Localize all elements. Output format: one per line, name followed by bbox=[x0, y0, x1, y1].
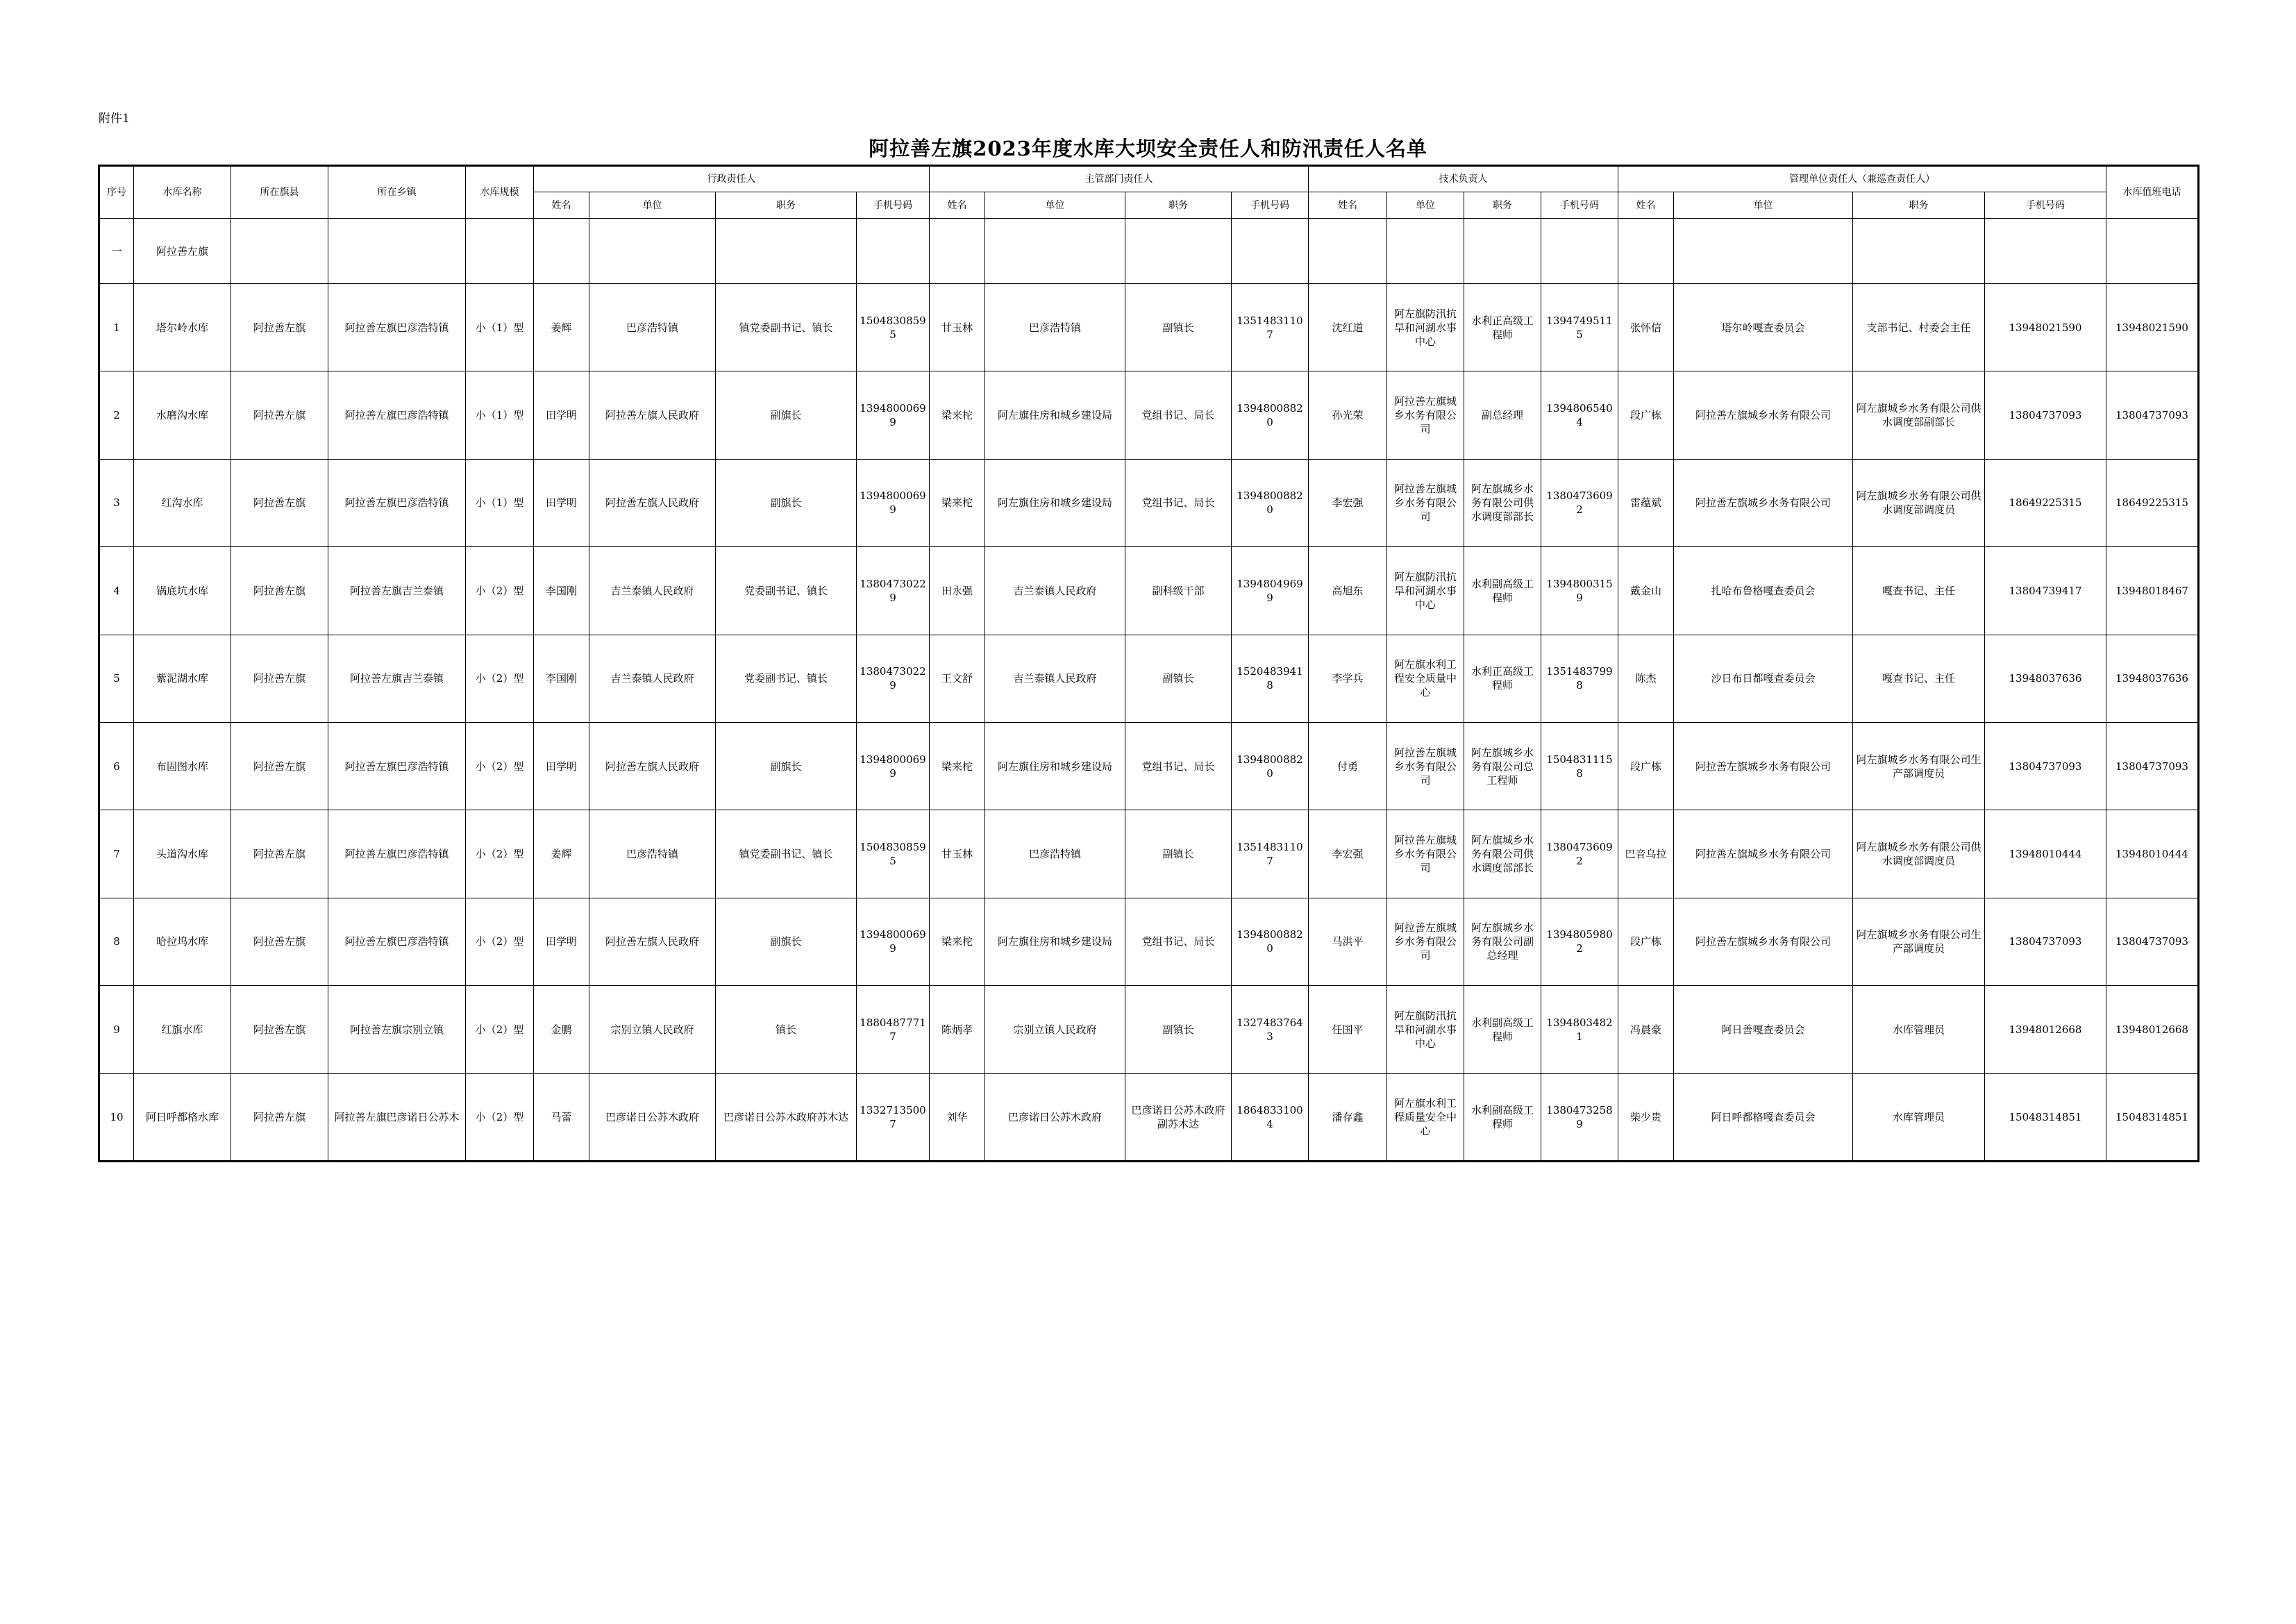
reservoir-seq: 7 bbox=[99, 810, 134, 898]
group-empty-cell bbox=[1674, 219, 1853, 284]
mgmt-unit: 阿拉善左旗城乡水务有限公司 bbox=[1674, 810, 1853, 898]
header-mgmt-phone: 手机号码 bbox=[1985, 192, 2106, 219]
county: 阿拉善左旗 bbox=[231, 284, 328, 371]
dept-phone: 18648331004 bbox=[1232, 1073, 1309, 1161]
admin-unit: 阿拉善左旗人民政府 bbox=[589, 898, 716, 985]
county: 阿拉善左旗 bbox=[231, 810, 328, 898]
admin-person: 马蕾 bbox=[534, 1073, 589, 1161]
header-mgmt-person: 姓名 bbox=[1618, 192, 1674, 219]
tech-person: 付勇 bbox=[1309, 722, 1387, 810]
mgmt-unit: 阿拉善左旗城乡水务有限公司 bbox=[1674, 371, 1853, 459]
dept-phone: 13514831107 bbox=[1232, 284, 1309, 371]
table-row bbox=[99, 810, 2199, 898]
group-row bbox=[99, 219, 2199, 284]
dept-phone: 13948008820 bbox=[1232, 722, 1309, 810]
header-duty-phone: 水库值班电话 bbox=[2106, 166, 2199, 219]
dept-person: 梁来柁 bbox=[930, 722, 985, 810]
group-empty-cell bbox=[1309, 219, 1387, 284]
reservoir-seq: 1 bbox=[99, 284, 134, 371]
dept-position: 副镇长 bbox=[1125, 284, 1232, 371]
scale: 小（2）型 bbox=[466, 810, 534, 898]
dept-position: 副镇长 bbox=[1125, 986, 1232, 1073]
town: 阿拉善左旗吉兰泰镇 bbox=[328, 635, 466, 722]
group-empty-cell bbox=[1541, 219, 1618, 284]
group-seq: 一 bbox=[99, 219, 134, 284]
header-tech-group: 技术负责人 bbox=[1309, 166, 1618, 192]
group-empty-cell bbox=[2106, 219, 2199, 284]
scale: 小（2）型 bbox=[466, 986, 534, 1073]
tech-unit: 阿左旗防汛抗旱和河湖水事中心 bbox=[1387, 547, 1464, 635]
table-row bbox=[99, 371, 2199, 459]
mgmt-phone: 13948012668 bbox=[1985, 986, 2106, 1073]
mgmt-position: 支部书记、村委会主任 bbox=[1853, 284, 1985, 371]
group-empty-cell bbox=[1618, 219, 1674, 284]
dept-person: 梁来柁 bbox=[930, 459, 985, 546]
tech-person: 李宏强 bbox=[1309, 810, 1387, 898]
dept-unit: 吉兰泰镇人民政府 bbox=[985, 547, 1125, 635]
mgmt-person: 雷蕴斌 bbox=[1618, 459, 1674, 546]
header-dept-group: 主管部门责任人 bbox=[930, 166, 1309, 192]
reservoir-seq: 4 bbox=[99, 547, 134, 635]
tech-position: 阿左旗城乡水务有限公司供水调度部部长 bbox=[1464, 459, 1541, 546]
header-tech-phone: 手机号码 bbox=[1541, 192, 1618, 219]
scale: 小（2）型 bbox=[466, 898, 534, 985]
header-admin-phone: 手机号码 bbox=[857, 192, 930, 219]
dept-position: 副科级干部 bbox=[1125, 547, 1232, 635]
group-name: 阿拉善左旗 bbox=[134, 219, 231, 284]
header-dept-unit: 单位 bbox=[985, 192, 1125, 219]
dept-person: 甘玉林 bbox=[930, 810, 985, 898]
tech-person: 孙光荣 bbox=[1309, 371, 1387, 459]
header-admin-group: 行政责任人 bbox=[534, 166, 930, 192]
mgmt-unit: 阿拉善左旗城乡水务有限公司 bbox=[1674, 722, 1853, 810]
county: 阿拉善左旗 bbox=[231, 722, 328, 810]
county: 阿拉善左旗 bbox=[231, 371, 328, 459]
tech-position: 阿左旗城乡水务有限公司副总经理 bbox=[1464, 898, 1541, 985]
admin-unit: 巴彦浩特镇 bbox=[589, 810, 716, 898]
county: 阿拉善左旗 bbox=[231, 635, 328, 722]
admin-unit: 巴彦诺日公苏木政府 bbox=[589, 1073, 716, 1161]
group-empty-cell bbox=[231, 219, 328, 284]
table-row bbox=[99, 898, 2199, 985]
dept-position: 党组书记、局长 bbox=[1125, 898, 1232, 985]
dept-position: 党组书记、局长 bbox=[1125, 459, 1232, 546]
group-empty-cell bbox=[1125, 219, 1232, 284]
dept-position: 副镇长 bbox=[1125, 635, 1232, 722]
mgmt-position: 嘎查书记、主任 bbox=[1853, 547, 1985, 635]
tech-phone: 13948065404 bbox=[1541, 371, 1618, 459]
tech-unit: 阿拉善左旗城乡水务有限公司 bbox=[1387, 898, 1464, 985]
dept-unit: 巴彦浩特镇 bbox=[985, 810, 1125, 898]
duty-phone: 13948021590 bbox=[2106, 284, 2199, 371]
mgmt-position: 阿左旗城乡水务有限公司生产部调度员 bbox=[1853, 898, 1985, 985]
mgmt-person: 陈杰 bbox=[1618, 635, 1674, 722]
admin-person: 田学明 bbox=[534, 459, 589, 546]
tech-position: 水利正高级工程师 bbox=[1464, 284, 1541, 371]
mgmt-position: 水库管理员 bbox=[1853, 986, 1985, 1073]
mgmt-phone: 13804737093 bbox=[1985, 371, 2106, 459]
mgmt-unit: 阿日呼都格嘎查委员会 bbox=[1674, 1073, 1853, 1161]
admin-unit: 阿拉善左旗人民政府 bbox=[589, 722, 716, 810]
admin-person: 李国刚 bbox=[534, 635, 589, 722]
dept-position: 党组书记、局长 bbox=[1125, 722, 1232, 810]
mgmt-unit: 阿拉善左旗城乡水务有限公司 bbox=[1674, 459, 1853, 546]
reservoir-seq: 2 bbox=[99, 371, 134, 459]
mgmt-person: 段广栋 bbox=[1618, 371, 1674, 459]
tech-person: 李宏强 bbox=[1309, 459, 1387, 546]
reservoir-name: 锅底坑水库 bbox=[134, 547, 231, 635]
page-title: 阿拉善左旗2023年度水库大坝安全责任人和防汛责任人名单 bbox=[869, 137, 1427, 160]
admin-person: 田学明 bbox=[534, 371, 589, 459]
admin-position: 副旗长 bbox=[716, 459, 857, 546]
mgmt-person: 巴音乌拉 bbox=[1618, 810, 1674, 898]
mgmt-unit: 阿拉善左旗城乡水务有限公司 bbox=[1674, 898, 1853, 985]
reservoir-seq: 8 bbox=[99, 898, 134, 985]
duty-phone: 13804737093 bbox=[2106, 371, 2199, 459]
table-row bbox=[99, 284, 2199, 371]
duty-phone: 15048314851 bbox=[2106, 1073, 2199, 1161]
admin-phone: 13804730229 bbox=[857, 635, 930, 722]
group-empty-cell bbox=[466, 219, 534, 284]
dept-unit: 吉兰泰镇人民政府 bbox=[985, 635, 1125, 722]
mgmt-position: 嘎查书记、主任 bbox=[1853, 635, 1985, 722]
group-empty-cell bbox=[1985, 219, 2106, 284]
reservoir-seq: 9 bbox=[99, 986, 134, 1073]
group-empty-cell bbox=[534, 219, 589, 284]
admin-phone: 13948000699 bbox=[857, 898, 930, 985]
scale: 小（2）型 bbox=[466, 547, 534, 635]
mgmt-phone: 13804737093 bbox=[1985, 898, 2106, 985]
reservoir-seq: 10 bbox=[99, 1073, 134, 1161]
mgmt-person: 段广栋 bbox=[1618, 898, 1674, 985]
header-mgmt-unit: 单位 bbox=[1674, 192, 1853, 219]
mgmt-person: 柴少贵 bbox=[1618, 1073, 1674, 1161]
dept-person: 梁来柁 bbox=[930, 371, 985, 459]
admin-phone: 13327135007 bbox=[857, 1073, 930, 1161]
tech-unit: 阿拉善左旗城乡水务有限公司 bbox=[1387, 810, 1464, 898]
reservoir-name: 紫泥湖水库 bbox=[134, 635, 231, 722]
tech-unit: 阿左旗水利工程质量安全中心 bbox=[1387, 1073, 1464, 1161]
mgmt-position: 水库管理员 bbox=[1853, 1073, 1985, 1161]
admin-phone: 15048308595 bbox=[857, 810, 930, 898]
table-row bbox=[99, 722, 2199, 810]
reservoir-name: 红沟水库 bbox=[134, 459, 231, 546]
tech-position: 副总经理 bbox=[1464, 371, 1541, 459]
annex-label: 附件1 bbox=[99, 112, 130, 126]
table-row bbox=[99, 1073, 2199, 1161]
admin-person: 金鹏 bbox=[534, 986, 589, 1073]
mgmt-unit: 沙日布日都嘎查委员会 bbox=[1674, 635, 1853, 722]
reservoir-seq: 3 bbox=[99, 459, 134, 546]
scale: 小（1）型 bbox=[466, 459, 534, 546]
dept-person: 王文舒 bbox=[930, 635, 985, 722]
admin-unit: 巴彦浩特镇 bbox=[589, 284, 716, 371]
table-row bbox=[99, 986, 2199, 1073]
duty-phone: 13948018467 bbox=[2106, 547, 2199, 635]
tech-unit: 阿拉善左旗城乡水务有限公司 bbox=[1387, 459, 1464, 546]
town: 阿拉善左旗巴彦浩特镇 bbox=[328, 371, 466, 459]
tech-phone: 13514837998 bbox=[1541, 635, 1618, 722]
table-row bbox=[99, 547, 2199, 635]
scale: 小（2）型 bbox=[466, 635, 534, 722]
duty-phone: 18649225315 bbox=[2106, 459, 2199, 546]
dept-unit: 阿左旗住房和城乡建设局 bbox=[985, 898, 1125, 985]
reservoir-name: 塔尔岭水库 bbox=[134, 284, 231, 371]
tech-position: 水利副高级工程师 bbox=[1464, 1073, 1541, 1161]
town: 阿拉善左旗宗别立镇 bbox=[328, 986, 466, 1073]
dept-unit: 阿左旗住房和城乡建设局 bbox=[985, 722, 1125, 810]
dept-phone: 13948008820 bbox=[1232, 459, 1309, 546]
header-dept-position: 职务 bbox=[1125, 192, 1232, 219]
reservoir-name: 头道沟水库 bbox=[134, 810, 231, 898]
admin-person: 田学明 bbox=[534, 898, 589, 985]
dept-unit: 巴彦诺日公苏木政府 bbox=[985, 1073, 1125, 1161]
mgmt-person: 戴金山 bbox=[1618, 547, 1674, 635]
admin-position: 副旗长 bbox=[716, 371, 857, 459]
scale: 小（1）型 bbox=[466, 371, 534, 459]
admin-person: 李国刚 bbox=[534, 547, 589, 635]
dept-phone: 15204839418 bbox=[1232, 635, 1309, 722]
dept-person: 田永强 bbox=[930, 547, 985, 635]
dept-person: 刘华 bbox=[930, 1073, 985, 1161]
group-empty-cell bbox=[857, 219, 930, 284]
table-row bbox=[99, 459, 2199, 546]
tech-unit: 阿左旗防汛抗旱和河湖水事中心 bbox=[1387, 986, 1464, 1073]
mgmt-person: 张怀信 bbox=[1618, 284, 1674, 371]
admin-person: 姜辉 bbox=[534, 810, 589, 898]
mgmt-phone: 13804737093 bbox=[1985, 722, 2106, 810]
reservoir-name: 水磨沟水库 bbox=[134, 371, 231, 459]
admin-position: 副旗长 bbox=[716, 722, 857, 810]
duty-phone: 13948010444 bbox=[2106, 810, 2199, 898]
admin-position: 党委副书记、镇长 bbox=[716, 635, 857, 722]
mgmt-phone: 18649225315 bbox=[1985, 459, 2106, 546]
dept-unit: 阿左旗住房和城乡建设局 bbox=[985, 459, 1125, 546]
admin-person: 田学明 bbox=[534, 722, 589, 810]
admin-position: 镇长 bbox=[716, 986, 857, 1073]
tech-unit: 阿左旗水利工程安全质量中心 bbox=[1387, 635, 1464, 722]
tech-person: 高旭东 bbox=[1309, 547, 1387, 635]
group-empty-cell bbox=[589, 219, 716, 284]
mgmt-person: 冯晨豪 bbox=[1618, 986, 1674, 1073]
town: 阿拉善左旗巴彦诺日公苏木 bbox=[328, 1073, 466, 1161]
scale: 小（1）型 bbox=[466, 284, 534, 371]
admin-phone: 18804877717 bbox=[857, 986, 930, 1073]
tech-person: 潘存鑫 bbox=[1309, 1073, 1387, 1161]
tech-phone: 13948003159 bbox=[1541, 547, 1618, 635]
header-admin-person: 姓名 bbox=[534, 192, 589, 219]
county: 阿拉善左旗 bbox=[231, 459, 328, 546]
admin-phone: 13948000699 bbox=[857, 371, 930, 459]
group-empty-cell bbox=[328, 219, 466, 284]
mgmt-phone: 15048314851 bbox=[1985, 1073, 2106, 1161]
dept-phone: 13948008820 bbox=[1232, 898, 1309, 985]
reservoir-name: 阿日呼都格水库 bbox=[134, 1073, 231, 1161]
mgmt-unit: 扎哈布鲁格嘎查委员会 bbox=[1674, 547, 1853, 635]
county: 阿拉善左旗 bbox=[231, 547, 328, 635]
dept-position: 党组书记、局长 bbox=[1125, 371, 1232, 459]
header-scale: 水库规模 bbox=[466, 166, 534, 219]
duty-phone: 13804737093 bbox=[2106, 722, 2199, 810]
dept-unit: 宗别立镇人民政府 bbox=[985, 986, 1125, 1073]
header-admin-unit: 单位 bbox=[589, 192, 716, 219]
group-empty-cell bbox=[1387, 219, 1464, 284]
reservoir-name: 红旗水库 bbox=[134, 986, 231, 1073]
tech-person: 沈红道 bbox=[1309, 284, 1387, 371]
group-empty-cell bbox=[1853, 219, 1985, 284]
header-dept-person: 姓名 bbox=[930, 192, 985, 219]
admin-phone: 13948000699 bbox=[857, 722, 930, 810]
admin-phone: 15048308595 bbox=[857, 284, 930, 371]
dept-person: 陈炳孝 bbox=[930, 986, 985, 1073]
dept-position: 副镇长 bbox=[1125, 810, 1232, 898]
header-tech-person: 姓名 bbox=[1309, 192, 1387, 219]
county: 阿拉善左旗 bbox=[231, 898, 328, 985]
admin-position: 党委副书记、镇长 bbox=[716, 547, 857, 635]
tech-person: 马洪平 bbox=[1309, 898, 1387, 985]
header-mgmt-group: 管理单位责任人（兼巡查责任人） bbox=[1618, 166, 2106, 192]
mgmt-position: 阿左旗城乡水务有限公司生产部调度员 bbox=[1853, 722, 1985, 810]
header-seq: 序号 bbox=[99, 166, 134, 219]
town: 阿拉善左旗巴彦浩特镇 bbox=[328, 284, 466, 371]
scale: 小（2）型 bbox=[466, 1073, 534, 1161]
mgmt-phone: 13804739417 bbox=[1985, 547, 2106, 635]
dept-phone: 13948049699 bbox=[1232, 547, 1309, 635]
mgmt-phone: 13948021590 bbox=[1985, 284, 2106, 371]
header-town: 所在乡镇 bbox=[328, 166, 466, 219]
scale: 小（2）型 bbox=[466, 722, 534, 810]
admin-phone: 13948000699 bbox=[857, 459, 930, 546]
admin-unit: 阿拉善左旗人民政府 bbox=[589, 371, 716, 459]
mgmt-phone: 13948037636 bbox=[1985, 635, 2106, 722]
group-empty-cell bbox=[930, 219, 985, 284]
duty-phone: 13948037636 bbox=[2106, 635, 2199, 722]
tech-person: 李学兵 bbox=[1309, 635, 1387, 722]
header-row-1 bbox=[99, 166, 2199, 192]
admin-unit: 吉兰泰镇人民政府 bbox=[589, 547, 716, 635]
tech-phone: 13948034821 bbox=[1541, 986, 1618, 1073]
admin-person: 姜辉 bbox=[534, 284, 589, 371]
tech-person: 任国平 bbox=[1309, 986, 1387, 1073]
header-county: 所在旗县 bbox=[231, 166, 328, 219]
tech-position: 水利副高级工程师 bbox=[1464, 986, 1541, 1073]
dept-phone: 13274837643 bbox=[1232, 986, 1309, 1073]
tech-phone: 13804736092 bbox=[1541, 810, 1618, 898]
admin-unit: 吉兰泰镇人民政府 bbox=[589, 635, 716, 722]
town: 阿拉善左旗巴彦浩特镇 bbox=[328, 722, 466, 810]
reservoir-name: 布固图水库 bbox=[134, 722, 231, 810]
admin-position: 镇党委副书记、镇长 bbox=[716, 284, 857, 371]
tech-phone: 13947495115 bbox=[1541, 284, 1618, 371]
county: 阿拉善左旗 bbox=[231, 1073, 328, 1161]
tech-unit: 阿左旗防汛抗旱和河湖水事中心 bbox=[1387, 284, 1464, 371]
dept-phone: 13514831107 bbox=[1232, 810, 1309, 898]
admin-position: 副旗长 bbox=[716, 898, 857, 985]
admin-phone: 13804730229 bbox=[857, 547, 930, 635]
duty-phone: 13948012668 bbox=[2106, 986, 2199, 1073]
mgmt-person: 段广栋 bbox=[1618, 722, 1674, 810]
header-dept-phone: 手机号码 bbox=[1232, 192, 1309, 219]
admin-unit: 阿拉善左旗人民政府 bbox=[589, 459, 716, 546]
reservoir-seq: 5 bbox=[99, 635, 134, 722]
header-tech-position: 职务 bbox=[1464, 192, 1541, 219]
mgmt-position: 阿左旗城乡水务有限公司供水调度部副部长 bbox=[1853, 371, 1985, 459]
town: 阿拉善左旗巴彦浩特镇 bbox=[328, 810, 466, 898]
mgmt-position: 阿左旗城乡水务有限公司供水调度部调度员 bbox=[1853, 810, 1985, 898]
admin-position: 巴彦诺日公苏木政府苏木达 bbox=[716, 1073, 857, 1161]
county: 阿拉善左旗 bbox=[231, 986, 328, 1073]
tech-phone: 13948059802 bbox=[1541, 898, 1618, 985]
reservoir-name: 哈拉坞水库 bbox=[134, 898, 231, 985]
tech-phone: 15048311158 bbox=[1541, 722, 1618, 810]
group-empty-cell bbox=[985, 219, 1125, 284]
mgmt-position: 阿左旗城乡水务有限公司供水调度部调度员 bbox=[1853, 459, 1985, 546]
tech-unit: 阿拉善左旗城乡水务有限公司 bbox=[1387, 371, 1464, 459]
town: 阿拉善左旗巴彦浩特镇 bbox=[328, 459, 466, 546]
tech-phone: 13804732589 bbox=[1541, 1073, 1618, 1161]
mgmt-unit: 阿日善嘎查委员会 bbox=[1674, 986, 1853, 1073]
tech-position: 阿左旗城乡水务有限公司总工程师 bbox=[1464, 722, 1541, 810]
group-empty-cell bbox=[1232, 219, 1309, 284]
mgmt-phone: 13948010444 bbox=[1985, 810, 2106, 898]
admin-unit: 宗别立镇人民政府 bbox=[589, 986, 716, 1073]
tech-position: 水利副高级工程师 bbox=[1464, 547, 1541, 635]
tech-position: 阿左旗城乡水务有限公司供水调度部部长 bbox=[1464, 810, 1541, 898]
reservoir-seq: 6 bbox=[99, 722, 134, 810]
dept-unit: 阿左旗住房和城乡建设局 bbox=[985, 371, 1125, 459]
table-row bbox=[99, 635, 2199, 722]
tech-unit: 阿拉善左旗城乡水务有限公司 bbox=[1387, 722, 1464, 810]
dept-position: 巴彦诺日公苏木政府副苏木达 bbox=[1125, 1073, 1232, 1161]
mgmt-unit: 塔尔岭嘎查委员会 bbox=[1674, 284, 1853, 371]
responsibility-table bbox=[98, 165, 2199, 1162]
duty-phone: 13804737093 bbox=[2106, 898, 2199, 985]
town: 阿拉善左旗巴彦浩特镇 bbox=[328, 898, 466, 985]
tech-phone: 13804736092 bbox=[1541, 459, 1618, 546]
header-mgmt-position: 职务 bbox=[1853, 192, 1985, 219]
admin-position: 镇党委副书记、镇长 bbox=[716, 810, 857, 898]
dept-unit: 巴彦浩特镇 bbox=[985, 284, 1125, 371]
dept-person: 甘玉林 bbox=[930, 284, 985, 371]
tech-position: 水利正高级工程师 bbox=[1464, 635, 1541, 722]
town: 阿拉善左旗吉兰泰镇 bbox=[328, 547, 466, 635]
group-empty-cell bbox=[1464, 219, 1541, 284]
group-empty-cell bbox=[716, 219, 857, 284]
dept-person: 梁来柁 bbox=[930, 898, 985, 985]
header-admin-position: 职务 bbox=[716, 192, 857, 219]
header-reservoir-name: 水库名称 bbox=[134, 166, 231, 219]
header-tech-unit: 单位 bbox=[1387, 192, 1464, 219]
dept-phone: 13948008820 bbox=[1232, 371, 1309, 459]
